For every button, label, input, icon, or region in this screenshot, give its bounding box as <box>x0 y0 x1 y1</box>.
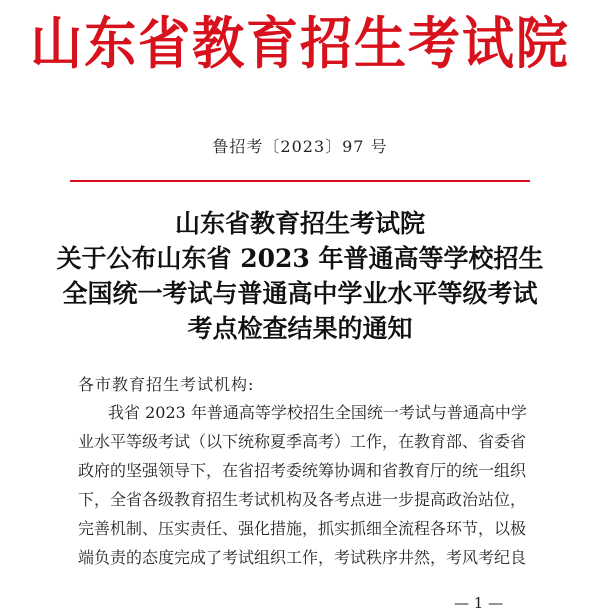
body-line: 下，全省各级教育招生考试机构及各考点进一步提高政治站位， <box>78 490 527 509</box>
title-line-3: 全国统一考试与普通高中学业水平等级考试 <box>62 279 538 308</box>
title-line-2: 关于公布山东省 2023 年普通高等学校招生 <box>56 244 544 273</box>
page-number: — 1 — <box>454 594 504 612</box>
body-line: 完善机制、压实责任、强化措施，抓实抓细全流程各环节，以极 <box>78 519 527 538</box>
red-divider-line <box>70 180 530 182</box>
body-paragraph <box>78 398 528 572</box>
salutation: 各市教育招生考试机构: <box>78 375 255 394</box>
notice-title <box>40 206 560 346</box>
body-line: 政府的坚强领导下，在省招考委统筹协调和省教育厅的统一组织 <box>78 461 527 480</box>
title-line-1: 山东省教育招生考试院 <box>174 209 425 238</box>
title-line-4: 考点检查结果的通知 <box>187 314 413 343</box>
document-number: 鲁招考〔2023〕97 号 <box>212 137 388 156</box>
masthead-org-name: 山东省教育招生考试院 <box>30 12 570 77</box>
body-line: 业水平等级考试（以下统称夏季高考）工作，在教育部、省委省 <box>78 432 527 451</box>
body-line: 端负责的态度完成了考试组织工作，考试秩序井然，考风考纪良 <box>78 548 527 567</box>
body-line: 我省 2023 年普通高等学校招生全国统一考试与普通高中学 <box>108 403 527 422</box>
